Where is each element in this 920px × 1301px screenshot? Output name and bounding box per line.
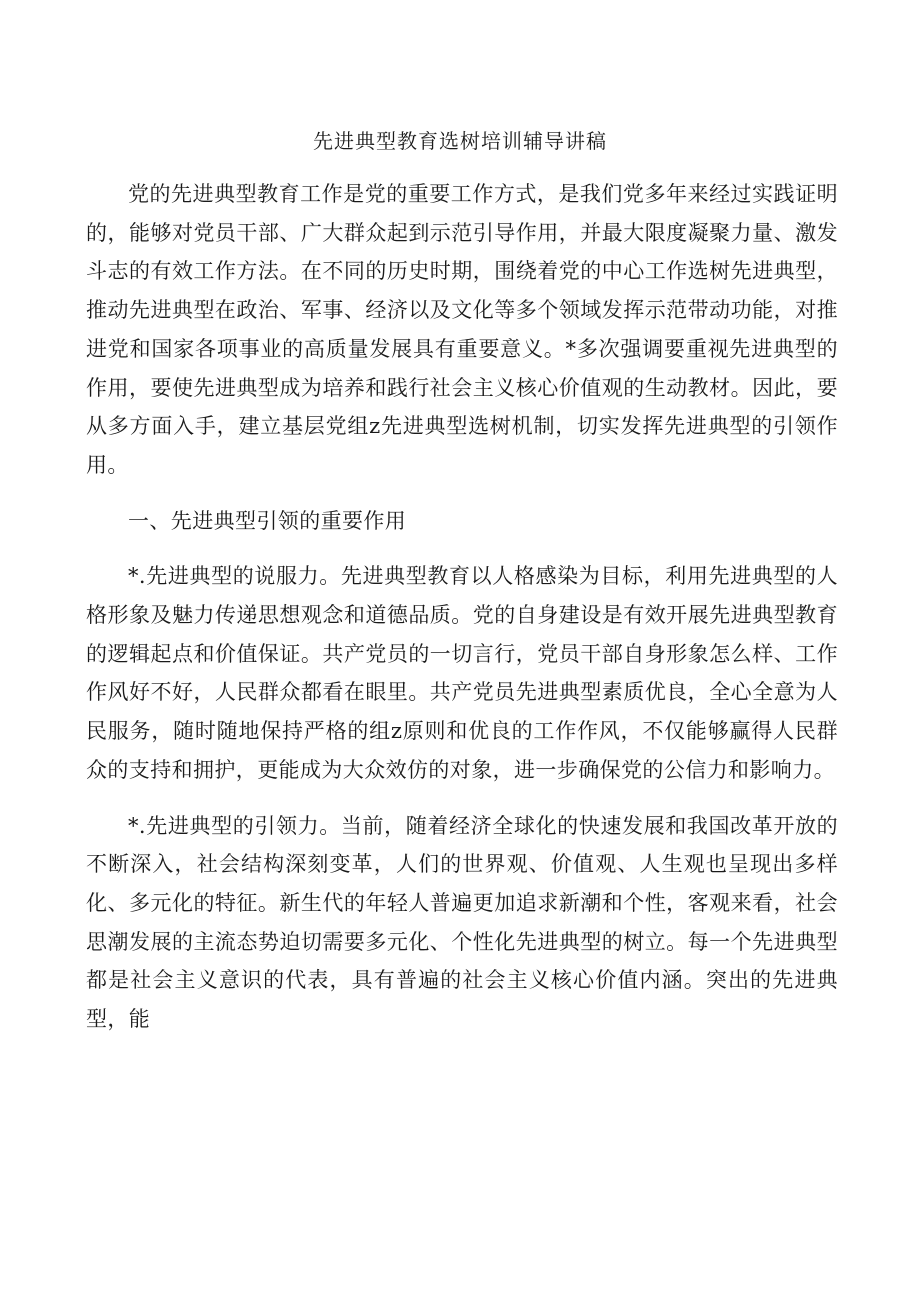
section-heading: 一、先进典型引领的重要作用 [128, 508, 407, 533]
document-body [86, 175, 838, 1056]
intro-paragraph: 党的先进典型教育工作是党的重要工作方式，是我们党多年来经过实践证明的，能够对党员干部、广大群众起到示范引导作用，并最大限度凝聚力量、激发斗志的有效工作方法。在不同的历史时期，围绕着党的中心工作选树先进典型，推动先进典型在政治、军事、经济以及文化等多个领域发挥示范带动功能，对推进党和国家各项事业的高质量发展具有重要意义。*多次强调要重视先进典型的作用，要使先进典型成为培养和践行社会主义核心价值观的生动教材。因此，要从多方面入手，建立基层党组z先进典型选树机制，切实发挥先进典型的引领作用。 [86, 182, 838, 477]
document-title: 先进典型教育选树培训辅导讲稿 [313, 129, 607, 153]
section-paragraph-1: *.先进典型的说服力。先进典型教育以人格感染为目标，利用先进典型的人格形象及魅力传递思想观念和道德品质。党的自身建设是有效开展先进典型教育的逻辑起点和价值保证。共产党员的一切言行，党员干部自身形象怎么样、工作作风好不好，人民群众都看在眼里。共产党员先进典型素质优良，全心全意为人民服务，随时随地保持严格的组z原则和优良的工作作风，不仅能够赢得人民群众的支持和拥护，更能成为大众效仿的对象，进一步确保党的公信力和影响力。 [86, 564, 838, 782]
section-paragraph-2: *.先进典型的引领力。当前，随着经济全球化的快速发展和我国改革开放的不断深入，社会结构深刻变革，人们的世界观、价值观、人生观也呈现出多样化、多元化的特征。新生代的年轻人普遍更加追求新潮和个性，客观来看，社会思潮发展的主流态势迫切需要多元化、个性化先进典型的树立。每一个先进典型都是社会主义意识的代表，具有普遍的社会主义核心价值内涵。突出的先进典型，能 [86, 813, 838, 1032]
